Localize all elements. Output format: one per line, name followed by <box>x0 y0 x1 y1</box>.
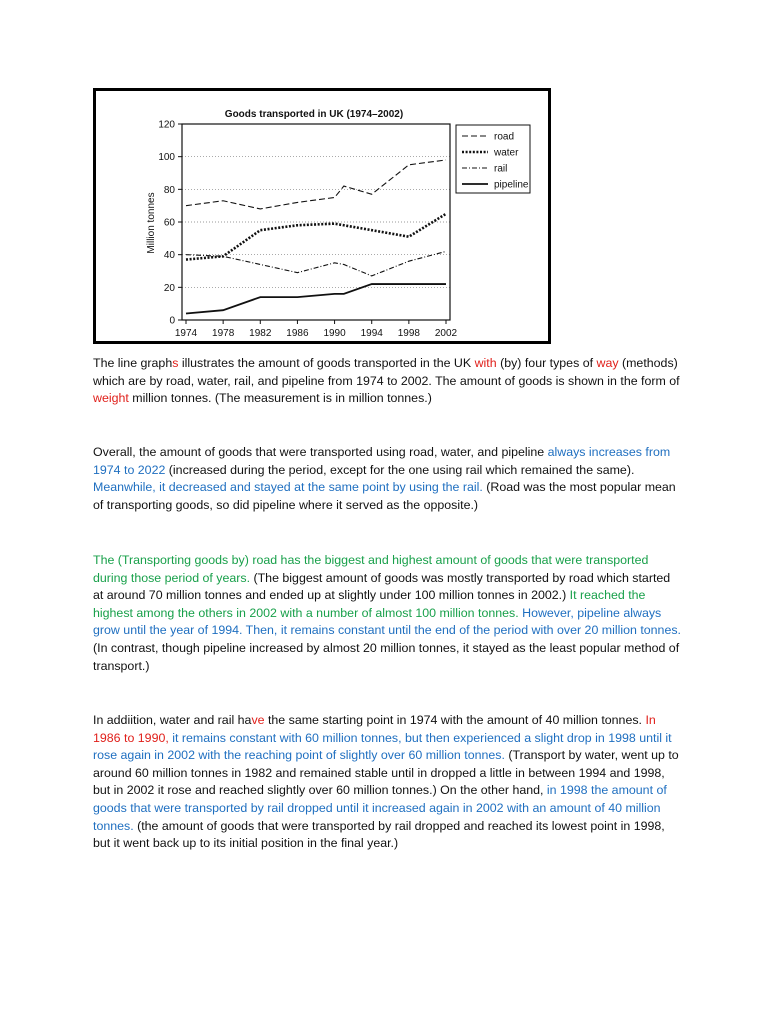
text-span: However, pipeline always grow until the year of 1994. Then, it remains constant until the end of the period with over 20 million tonnes. <box>93 605 681 638</box>
y-tick-label: 20 <box>163 282 175 294</box>
chart-title: Goods transported in UK (1974–2002) <box>224 109 404 120</box>
text-span: (In contrast, though pipeline increased by almost 20 million tonnes, it stayed as the least popular method of transport.) <box>93 640 680 673</box>
text-span: (increased during the period, except for the one using rail which remained the same). <box>165 462 635 477</box>
text-span: with <box>474 356 497 370</box>
text-span: always increases from 1974 to 2022 <box>93 445 671 477</box>
x-tick-label: 1986 <box>286 328 309 339</box>
line-chart <box>96 91 548 341</box>
text-span: ve <box>251 713 265 727</box>
x-tick-label: 1998 <box>397 328 420 339</box>
text-span: million tonnes. (The measurement is in million tonnes.) <box>128 391 432 406</box>
x-tick-label: 1974 <box>174 328 198 339</box>
text-span: It reached the highest among the others in 2002 with a number of almost 100 million tonnes. <box>93 588 646 620</box>
text-span: Overall, the amount of goods that were transported using road, water, and pipeline <box>93 445 548 459</box>
text-span: s <box>172 356 179 370</box>
y-tick-label: 120 <box>158 119 175 131</box>
paragraph-intro <box>93 355 683 408</box>
x-tick-label: 1978 <box>212 328 235 339</box>
legend-label-water: water <box>494 147 519 159</box>
text-span: The line graph <box>93 356 173 370</box>
x-tick-label: 2002 <box>434 328 458 339</box>
text-span: In 1986 to 1990, <box>93 713 656 745</box>
y-tick-label: 80 <box>163 184 175 196</box>
text-span: the same starting point in 1974 with the amount of 40 million tonnes. <box>264 713 646 727</box>
text-span: Meanwhile, it decreased and stayed at the same point by using the rail. <box>93 480 483 495</box>
y-axis-label: Million tonnes <box>146 192 157 254</box>
y-tick-label: 0 <box>169 315 175 327</box>
chart-image <box>93 88 551 344</box>
x-tick-label: 1990 <box>323 328 346 339</box>
x-tick-label: 1982 <box>249 328 272 339</box>
paragraph-water-rail <box>93 712 683 853</box>
y-tick-label: 100 <box>158 152 175 164</box>
text-span: (Transport by water, went up to around 60 million tonnes in 1982 and remained stable until in dropped a little in between 1994 and 1998, but in 2002 it rose and reached slightly over 60 million tonnes.) On the other hand, <box>93 748 679 798</box>
text-span: in 1998 the amount of goods that were transported by rail dropped until it increased again in 2002 with an amount of 40 million tonnes. <box>93 783 667 833</box>
text-span: illustrates the amount of goods transported in the UK <box>178 356 475 370</box>
paragraph-overview <box>93 444 683 514</box>
legend-label-road: road <box>494 131 515 143</box>
x-tick-label: 1994 <box>360 328 383 339</box>
text-span: (the amount of goods that were transported by rail dropped and reached its lowest point in 1998, but it went back up to its initial position in the final year.) <box>93 818 665 851</box>
y-tick-label: 40 <box>163 250 175 262</box>
text-span: it remains constant with 60 million tonnes, but then experienced a slight drop in 1998 until it rose again in 2002 with the reaching point of slightly over 60 million tonnes. <box>93 730 672 763</box>
text-span: (methods) which are by road, water, rail, and pipeline from 1974 to 2002. The amount of goods is shown in the form of <box>93 356 680 388</box>
y-tick-label: 60 <box>163 217 175 229</box>
text-span: The (Transporting goods by) road has the biggest and highest amount of goods that were transported during those period of years. <box>93 553 649 585</box>
text-span: In addiition, water and rail ha <box>93 713 252 727</box>
text-span: (The biggest amount of goods was mostly transported by road which started at around 70 million tonnes and ended up at slightly under 100 million tonnes in 2002.) <box>93 570 671 603</box>
paragraph-road-pipeline <box>93 552 683 675</box>
text-span: (by) four types of <box>496 356 597 370</box>
legend-label-pipeline: pipeline <box>494 179 529 191</box>
text-span: way <box>596 356 619 370</box>
text-span: (Road was the most popular mean of transporting goods, so did pipeline where it served as the opposite.) <box>93 480 676 512</box>
text-span: weight <box>93 391 129 406</box>
legend-label-rail: rail <box>494 163 508 175</box>
